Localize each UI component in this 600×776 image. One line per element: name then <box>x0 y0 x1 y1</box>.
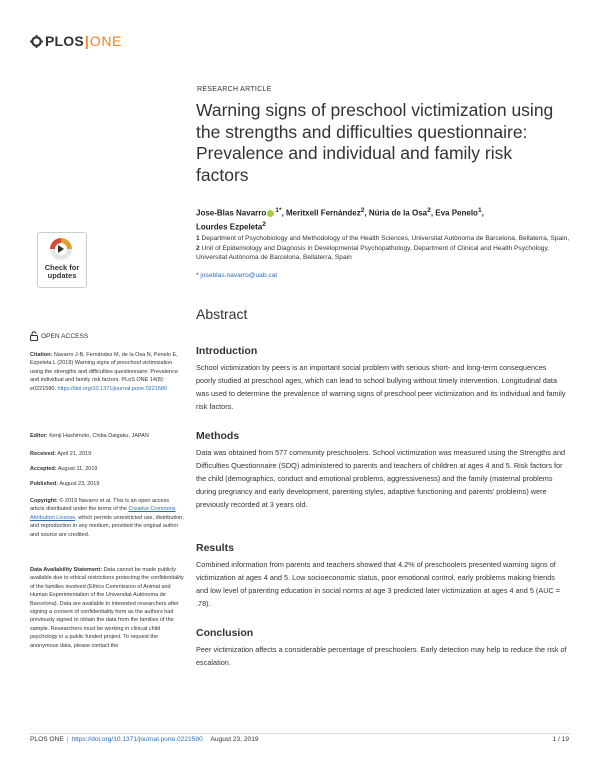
check-updates-label: Check for updates <box>44 263 80 280</box>
footer-divider <box>30 733 570 734</box>
check-updates-icon <box>49 237 73 261</box>
methods-text: Data was obtained from 577 community preschoolers. School victimization was measured using the Strengths and Difficulties Questionnaire (SDQ) administered to parents and teachers of children at ages 4 and 5. Risk factors for the child (demographics, conduct and emotional problems, aggressiveness) and the family (maternal problems during pregnancy and early development, parenting styles, adaptive functioning and parents’ problems) were previously recorded at 3 years old. <box>196 448 566 509</box>
author-name[interactable]: , Meritxell Fernández <box>281 208 361 218</box>
page-footer: PLOS ONE | https://doi.org/10.1371/journal.pone.0221580 August 23, 2019 <box>30 736 259 743</box>
license-link[interactable]: Creative Commons Attribution License <box>30 506 176 521</box>
logo-plos-text: PLOS <box>45 33 84 49</box>
affiliations: 1 Department of Psychobiology and Methodology of the Health Sciences, Universitat Autònoma de Barcelona, Bellaterra, Spain, 2 Unit of Epidemiology and Diagnosis in Developmental Psychopathology, Department of Clinical and Health Psychology, Universitat Autònoma de Barcelona, Bellaterra, Spain <box>196 235 570 262</box>
introduction-heading: Introduction <box>196 345 258 357</box>
author-name[interactable]: Jose-Blas Navarro <box>196 208 267 218</box>
received-block: Received: April 21, 2019 <box>30 451 92 457</box>
conclusion-heading: Conclusion <box>196 627 254 639</box>
corresponding-author: * joseblas.navarro@uab.cat <box>196 272 278 279</box>
published-block: Published: August 23, 2019 <box>30 481 100 487</box>
article-title: Warning signs of preschool victimization using the strengths and difficulties questionnaire: Prevalence and individual and family risk factors <box>196 100 554 185</box>
citation-doi-link[interactable]: https://doi.org/10.1371/journal.pone.0221580 <box>57 385 168 392</box>
data-availability-block: Data Availability Statement: Data cannot be made publicly available due to ethical restrictions protecting the confidentiality of the families involved (Ethics Commission of Animal and Human Experimentation of the Universitat Autònoma de Barcelona). Data are available to interested researchers after signing a consent of confidentiality form as the authors had previously signed to obtain the data from the families of the sample. Researchers must be working in clinical child psychology in a public funded project. To request the anonymous data, please contact the <box>30 567 184 649</box>
footer-doi-link[interactable]: https://doi.org/10.1371/journal.pone.0221580 <box>71 736 203 743</box>
introduction-text: School victimization by peers is an important social problem with serious short- and long-term consequences poorly studied at preschool ages, which can lead to school bullying without timely intervention. Longitudinal data was used to determine the prevalence of warning signs of preschool peer victimization and its individual and family risk factors. <box>196 363 566 411</box>
page-number: 1 / 19 <box>552 736 569 743</box>
plos-one-logo[interactable] <box>30 33 122 49</box>
conclusion-text: Peer victimization affects a considerable percentage of preschoolers. Early detection may help to reduce the risk of escalation. <box>196 645 567 667</box>
open-lock-icon <box>30 331 38 341</box>
abstract-heading: Abstract <box>196 306 248 322</box>
author-name[interactable]: , Núria de la Osa <box>364 208 428 218</box>
results-heading: Results <box>196 542 234 554</box>
open-access-badge: OPEN ACCESS <box>30 331 88 341</box>
logo-divider: | <box>84 33 89 49</box>
orcid-icon[interactable] <box>267 210 274 217</box>
results-text: Combined information from parents and teachers showed that 4.2% of preschoolers presented warning signs of victimization at ages 4 and 5. Low socioeconomic status, poor emotional control, early problems making friends and low level of parenting education in social norms at age 3 predicted later victimization at ages 4 and 5 (AUC = .78). <box>196 560 561 608</box>
methods-heading: Methods <box>196 430 240 442</box>
copyright-block: Copyright: © 2019 Navarro et al. This is an open access article distributed under the terms of the Creative Commons Attribution License, which permits unrestricted use, distribution, and reproduction in any medium, provided the original author and source are credited. <box>30 498 184 538</box>
author-name[interactable]: Lourdes Ezpeleta <box>196 222 263 232</box>
plos-gear-icon <box>30 35 43 48</box>
author-name[interactable]: , Eva Penelo <box>430 208 478 218</box>
check-for-updates-button[interactable] <box>37 232 87 288</box>
accepted-block: Accepted: August 11, 2019 <box>30 466 98 472</box>
footer-date: August 23, 2019 <box>210 736 259 743</box>
author-list: Jose-Blas Navarro $^{1*}$, Meritxell Fernández$^2$, Núria de la Osa$^2$, Eva Penelo$^1$, Lourdes Ezpeleta$^2$ <box>196 207 484 232</box>
article-type: RESEARCH ARTICLE <box>197 86 272 93</box>
editor-block: Editor: Kenji Hashimoto, Chiba Daigaku, JAPAN <box>30 433 149 439</box>
citation-block: Citation: Navarro J-B, Fernández M, de la Osa N, Penelo E, Ezpeleta L (2019) Warning signs of preschool victimization using the strengths and difficulties questionnaire: Prevalence and individual and family risk factors. PLoS ONE 14(8): e0221580. https://doi.org/10.1371/journal.pone.0221580 <box>30 352 178 392</box>
email-link[interactable]: joseblas.navarro@uab.cat <box>200 272 278 279</box>
logo-one-text: ONE <box>89 33 122 49</box>
footer-journal: PLOS ONE <box>30 736 64 743</box>
